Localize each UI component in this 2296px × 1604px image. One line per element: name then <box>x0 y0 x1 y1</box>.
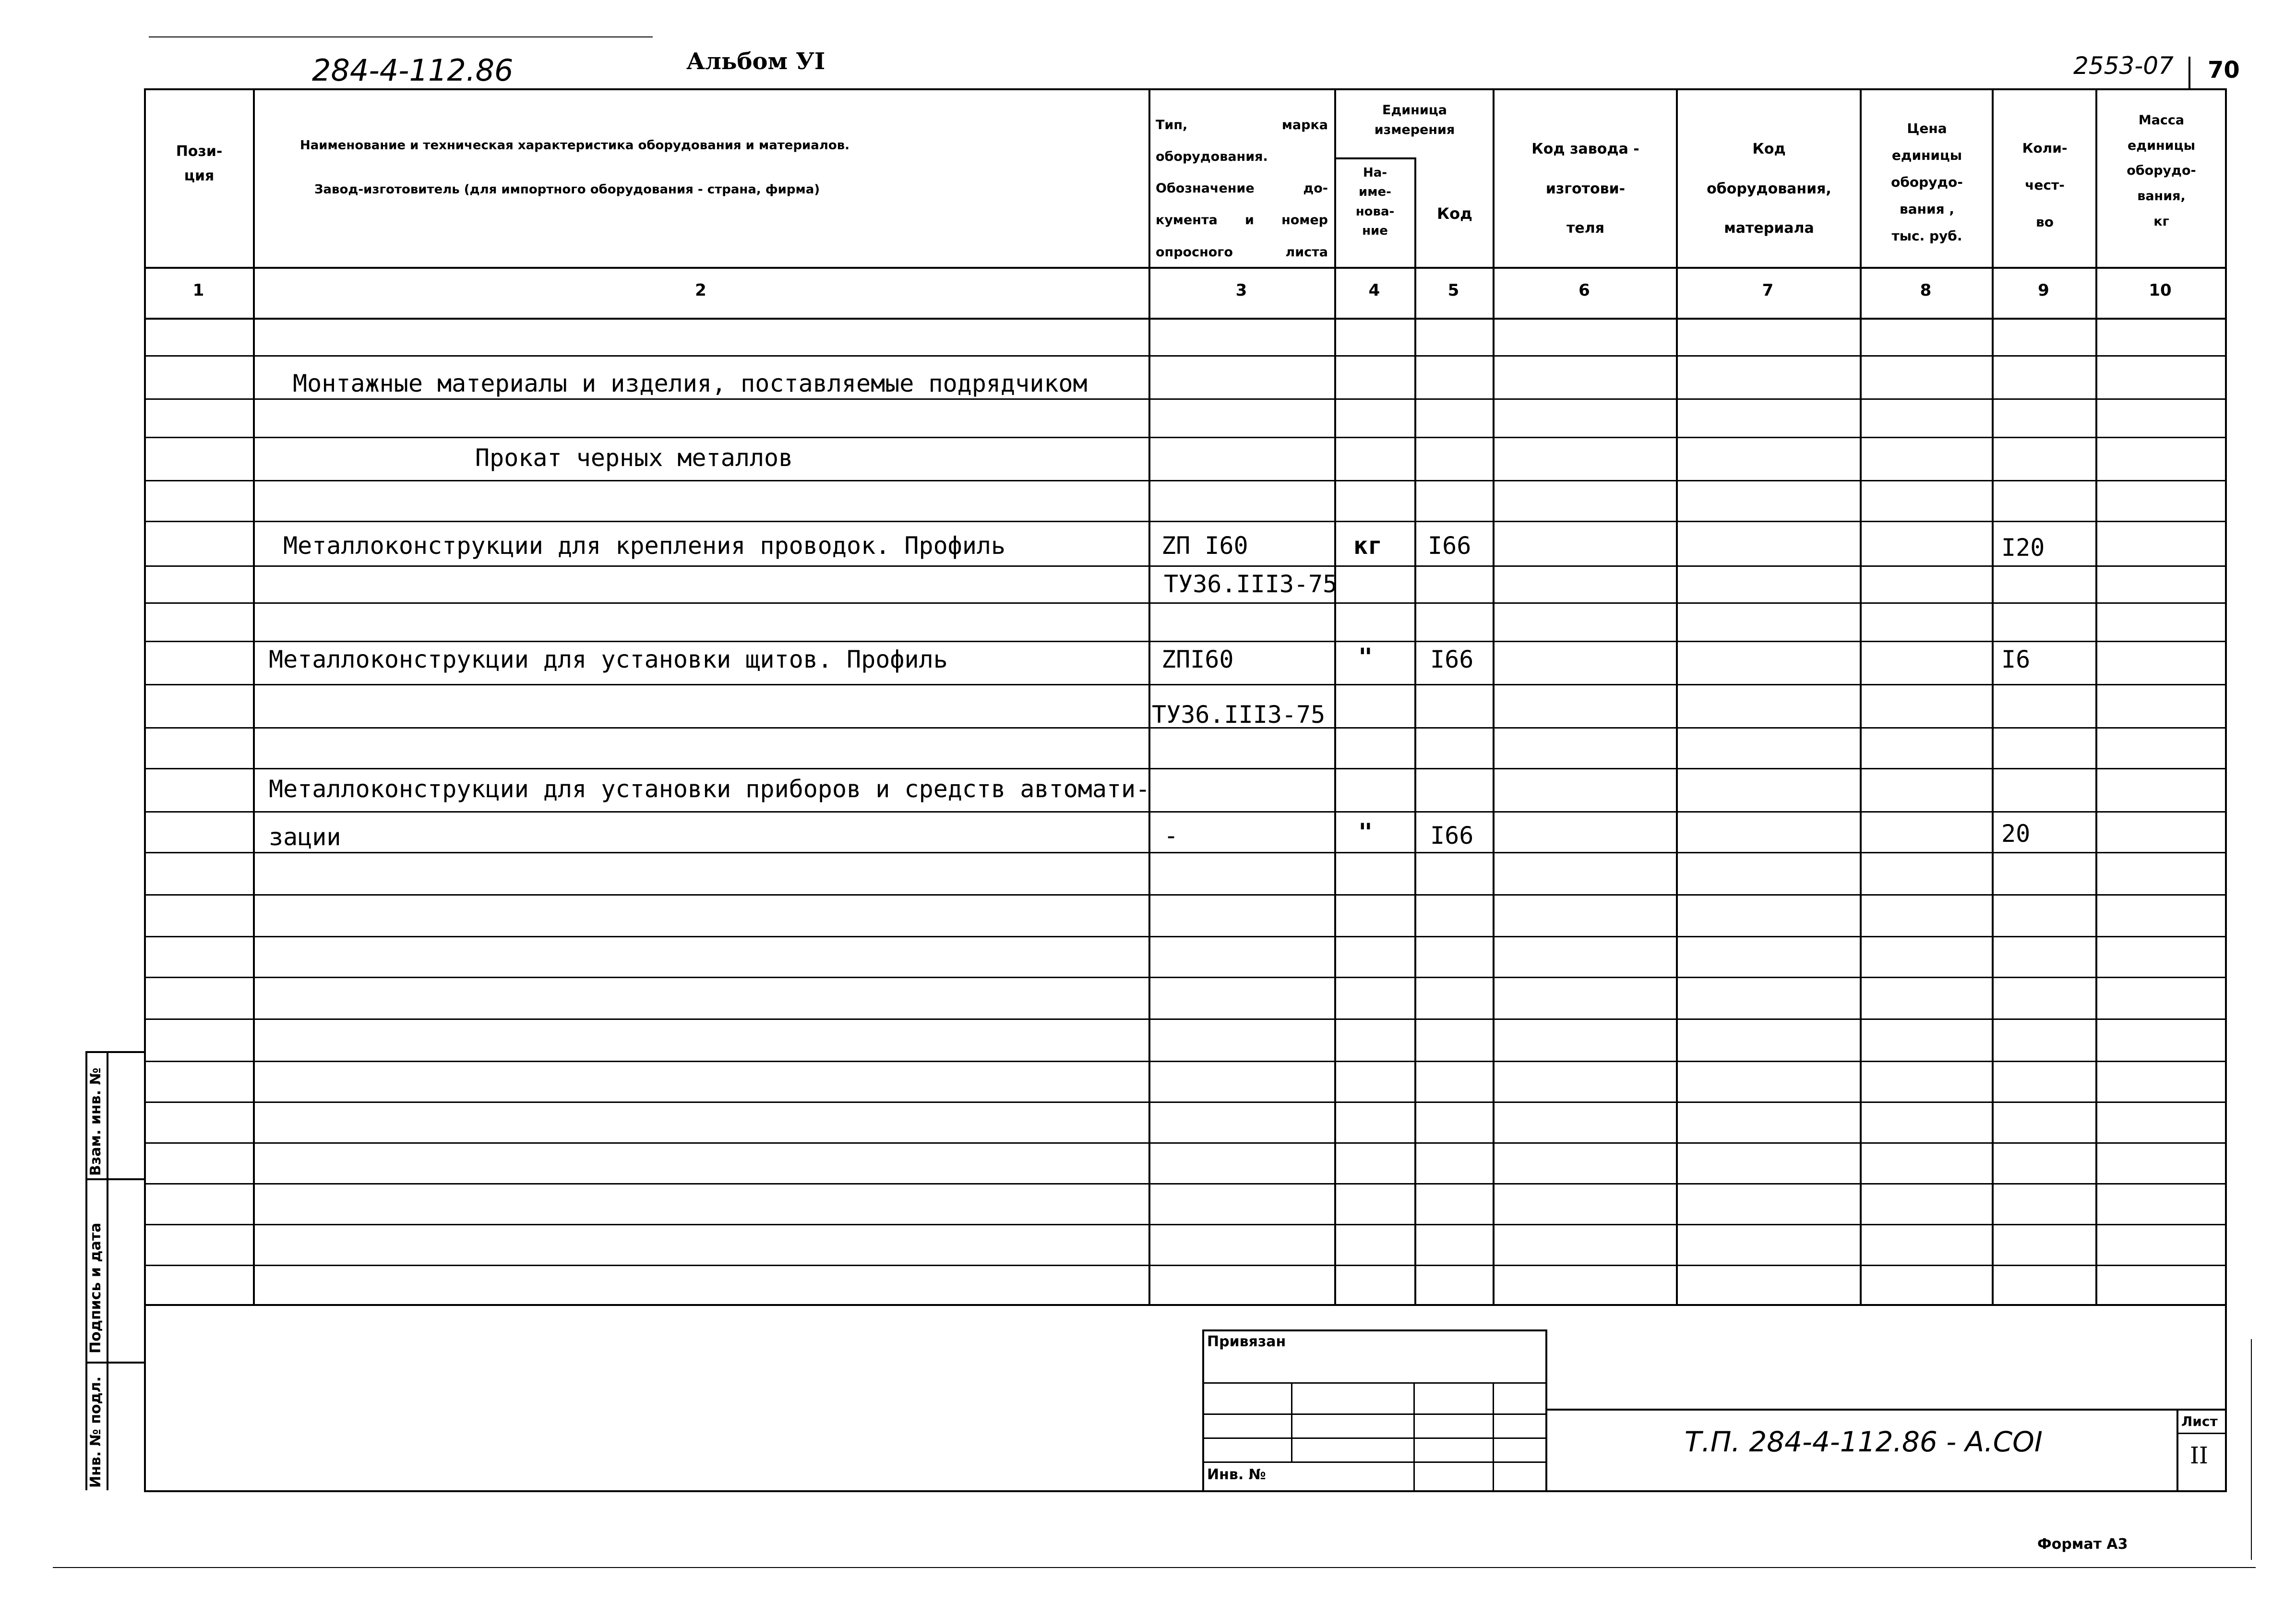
album-label: Альбом УI <box>686 48 825 75</box>
item-name: Металлоконструкции для установки щитов. Профиль <box>269 646 948 673</box>
section-heading: Монтажные материалы и изделия, поставляемые подрядчиком <box>293 370 1088 397</box>
col-number-8: 8 <box>1920 281 1932 300</box>
item-code: I66 <box>1430 646 1474 673</box>
header-name-line2: Завод-изготовитель (для импортного оборудования - страна, фирма) <box>314 182 820 197</box>
page-number: 70 <box>2208 57 2240 84</box>
item-document: ТУ36.III3-75 <box>1164 570 1338 598</box>
header-unit: Единица измерения <box>1374 103 1455 137</box>
col-number-1: 1 <box>192 281 204 300</box>
col-number-5: 5 <box>1447 281 1459 300</box>
sheet-label: Лист <box>2181 1413 2218 1429</box>
item-type: - <box>1164 822 1179 850</box>
document-designation: Т.П. 284-4-112.86 - А.СОI <box>1685 1425 2043 1458</box>
header-type: Тип, марка оборудования. Обозначение до- кумента и номер опросного листа <box>1156 118 1328 260</box>
scan-edge-line <box>149 36 653 37</box>
col-number-6: 6 <box>1578 281 1590 300</box>
item-type: ZП I60 <box>1161 532 1248 560</box>
archive-number: 2553-07 <box>2073 52 2174 80</box>
sheet-number: II <box>2190 1442 2208 1469</box>
header-equipment-code: Код оборудования, материала <box>1707 141 1831 237</box>
header-position: Пози- ция <box>176 143 223 184</box>
col-number-7: 7 <box>1762 281 1774 300</box>
header-factory-code: Код завода - изготови- теля <box>1531 141 1639 237</box>
header-unit-code: Код <box>1437 204 1472 223</box>
subsection-heading: Прокат черных металлов <box>475 444 793 472</box>
side-original-inventory: Инв. № подл. <box>87 1376 104 1488</box>
item-type: ZПI60 <box>1161 646 1234 673</box>
col-number-2: 2 <box>695 281 706 300</box>
scan-edge-line <box>2251 1339 2252 1560</box>
col-number-9: 9 <box>2038 281 2049 300</box>
item-quantity: 20 <box>2001 820 2031 848</box>
item-name: Металлоконструкции для крепления проводок. Профиль <box>283 532 1006 560</box>
format-label: Формат А3 <box>2037 1536 2128 1553</box>
scan-edge-line <box>53 1567 2256 1568</box>
item-quantity: I20 <box>2001 534 2045 562</box>
item-unit: кг <box>1353 532 1383 560</box>
item-unit: " <box>1358 818 1373 846</box>
header-quantity: Коли- чест- во <box>2022 140 2068 230</box>
item-document: ТУ36.III3-75 <box>1152 701 1326 729</box>
item-unit: " <box>1358 643 1373 671</box>
item-name-continued: зации <box>269 823 341 851</box>
side-signature-date: Подпись и дата <box>87 1222 104 1353</box>
header-unit-name: На- име- нова- ние <box>1355 166 1395 238</box>
stamp-attached-label: Привязан <box>1207 1333 1286 1350</box>
document-code: 284-4-112.86 <box>312 53 514 88</box>
col-number-4: 4 <box>1368 281 1380 300</box>
header-name-line1: Наименование и техническая характеристика оборудования и материалов. <box>300 138 850 153</box>
item-quantity: I6 <box>2001 646 2031 673</box>
col-number-10: 10 <box>2149 281 2172 300</box>
header-price: Цена единицы оборудо- вания , тыс. руб. <box>1891 120 1963 244</box>
item-code: I66 <box>1430 822 1474 850</box>
side-replaced-inventory: Взам. инв. № <box>87 1067 104 1176</box>
stamp-inventory-label: Инв. № <box>1207 1466 1266 1483</box>
item-name: Металлоконструкции для установки приборов и средств автомати- <box>269 775 1150 803</box>
header-mass: Масса единицы оборудо- вания, кг <box>2127 113 2196 229</box>
col-number-3: 3 <box>1235 281 1247 300</box>
item-code: I66 <box>1428 532 1471 560</box>
